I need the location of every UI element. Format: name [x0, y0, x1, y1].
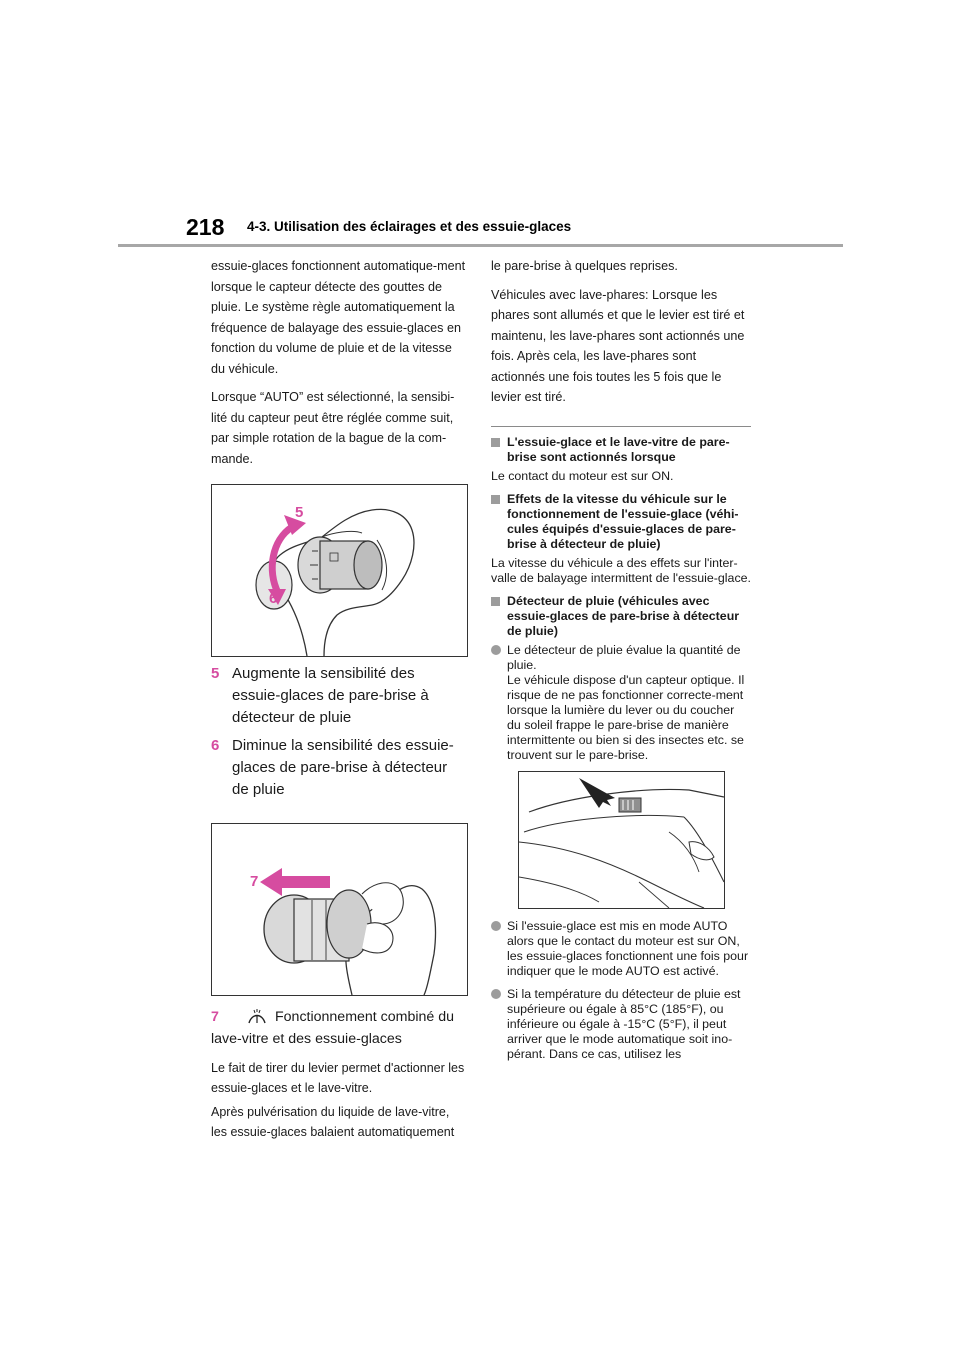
fig2-label-7: 7: [250, 873, 259, 890]
item-5: [211, 663, 467, 729]
section-3: [491, 594, 751, 639]
section-2-title: Effets de la vitesse du véhicule sur le fonctionnement de l'essuie-glace (véhi-cules équipés d'essuie-glaces de pare-brise à détecteur de pluie): [507, 491, 739, 551]
square-marker-icon: [491, 438, 500, 447]
page-number: 218: [186, 214, 225, 240]
item-6: [211, 735, 467, 801]
section-1-title: L'essuie-glace et le lave-vitre de pare-brise sont actionnés lorsque: [507, 434, 730, 464]
item-5-number: 5: [211, 665, 220, 682]
section-3-title: Détecteur de pluie (véhicules avec essuie-glaces de pare-brise à détecteur de pluie): [507, 593, 740, 638]
bullet-temperature: [491, 987, 751, 1062]
bullet-1-line-1: Le détecteur de pluie évalue la quantité de pluie.: [507, 642, 741, 672]
bullet-3-text: Si la température du détecteur de pluie est supérieure ou égale à 85°C (185°F), ou inférieure ou égale à -15°C (5°F), il peut arriver que le mode automatique soit ino-pérant. Dans ce cas, utilisez les: [507, 986, 741, 1061]
fig1-label-6: 6: [269, 590, 278, 607]
bullet-2-text: Si l'essuie-glace est mis en mode AUTO alors que le contact du moteur est sur ON, les essuie-glaces fonctionnent une fois pour indiquer que le mode AUTO est activé.: [507, 918, 749, 978]
item-6-number: 6: [211, 737, 220, 754]
section-rule: [491, 426, 751, 427]
right-column: [491, 256, 751, 1070]
fig1-label-5: 5: [295, 504, 304, 521]
item-7-text-line1: Fonctionnement combiné du: [275, 1009, 455, 1025]
bullet-rain-sensor: [491, 643, 751, 763]
header-rule: [118, 244, 843, 247]
after-paragraph-2: Après pulvérisation du liquide de lave-vitre, les essuie-glaces balaient automatiquement: [211, 1105, 455, 1139]
right-paragraph-2: Véhicules avec lave-phares: Lorsque les phares sont allumés et que le levier est tiré et maintenu, les lave-phares sont actionnés une fois. Après cela, les lave-phares sont actionnés une fois toutes les 5 fois que le levier est tiré.: [491, 287, 745, 404]
washer-wiper-icon: [247, 1007, 267, 1025]
section-1-body: Le contact du moteur est sur ON.: [491, 468, 674, 483]
item-7-number: 7: [211, 1009, 219, 1025]
bullet-dot-icon: [491, 989, 501, 999]
chapter-title: 4-3. Utilisation des éclairages et des essuie-glaces: [247, 219, 572, 234]
square-marker-icon: [491, 495, 500, 504]
bullet-dot-icon: [491, 921, 501, 931]
section-2: [491, 492, 751, 586]
after-paragraph-1: Le fait de tirer du levier permet d'actionner les essuie-glaces et le lave-vitre.: [211, 1061, 465, 1095]
right-paragraph-1: le pare-brise à quelques reprises.: [491, 259, 678, 273]
section-2-body: La vitesse du véhicule a des effets sur l'inter-valle de balayage intermittent de l'essuie-glace.: [491, 555, 751, 585]
item-6-text: Diminue la sensibilité des essuie-glaces de pare-brise à détecteur de pluie: [232, 737, 454, 798]
bullet-dot-icon: [491, 645, 501, 655]
figure-windshield-sensor: [518, 771, 725, 909]
item-5-text: Augmente la sensibilité des essuie-glaces de pare-brise à détecteur de pluie: [232, 665, 429, 726]
intro-paragraph-1: essuie-glaces fonctionnent automatique-ment lorsque le capteur détecte des gouttes de pluie. Le système règle automatiquement la fréquence de balayage des essuie-glaces en fonction du volume de pluie et de la vitesse du véhicule.: [211, 259, 466, 376]
figure-pull-lever: [211, 823, 468, 996]
bullet-1-line-2: Le véhicule dispose d'un capteur optique. Il risque de ne pas fonctionner correcte-ment lorsque la lumière du lever ou du coucher du soleil frappe le pare-brise de manière intermittente ou bien si des insectes etc. se trouvent sur le pare-brise.: [507, 672, 745, 762]
intro-paragraph-2: Lorsque “AUTO” est sélectionné, la sensibi-lité du capteur peut être réglée comme suit, par simple rotation de la bague de la com-mande.: [211, 390, 455, 466]
figure-sensitivity-ring: [211, 484, 468, 657]
item-7: [211, 1006, 467, 1050]
left-column: [211, 256, 467, 1146]
item-7-text-line2: lave-vitre et des essuie-glaces: [211, 1031, 402, 1047]
section-1: [491, 435, 751, 484]
bullet-auto-mode: [491, 919, 751, 979]
square-marker-icon: [491, 597, 500, 606]
